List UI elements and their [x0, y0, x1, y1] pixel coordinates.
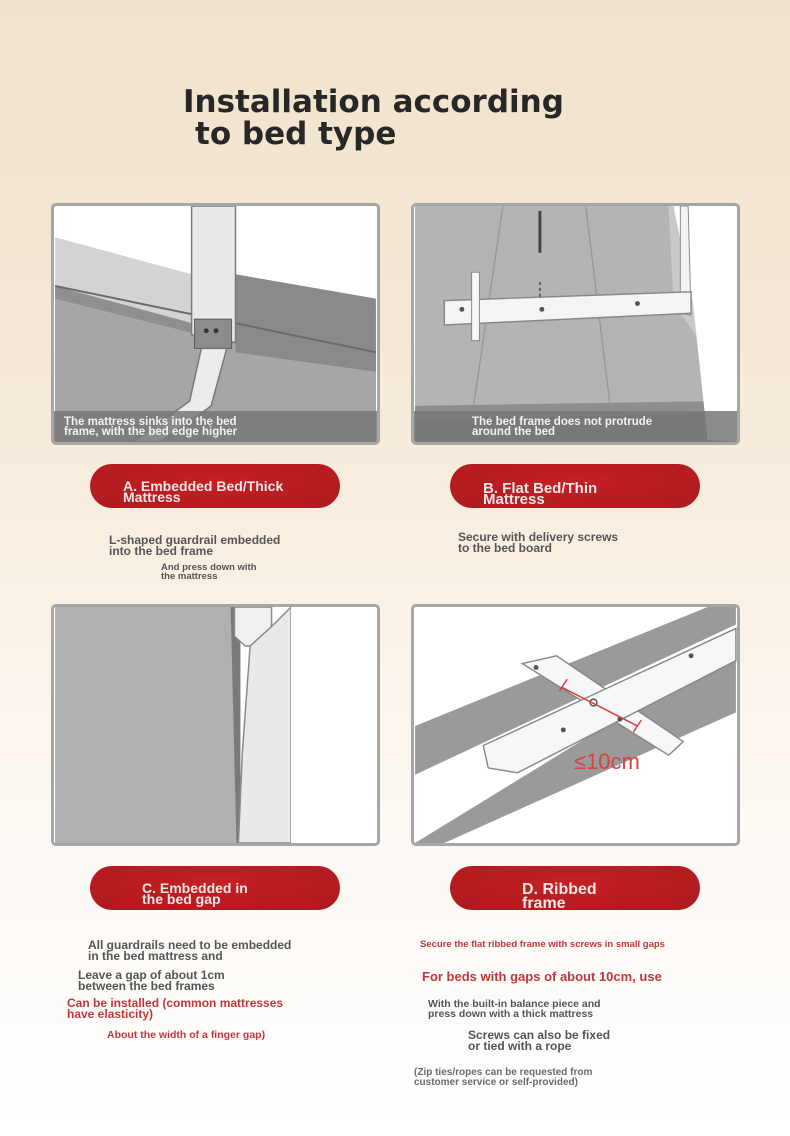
section-b-label: B. Flat Bed/Thin Mattress — [450, 464, 700, 508]
gap-measurement-label: ≤10cm — [574, 749, 640, 774]
section-d-line-1: Secure the flat ribbed frame with screws in small gaps — [420, 939, 665, 950]
illustration-bed-gap — [51, 604, 380, 846]
section-d-line-3: With the built-in balance piece and press down with a thick mattress — [428, 998, 601, 1020]
bed-gap-drawing — [54, 607, 377, 843]
section-c-line-1: All guardrails need to be embedded in the bed mattress and — [88, 938, 292, 963]
title-line-1: Installation according — [183, 84, 564, 120]
section-b-line-1: Secure with delivery screws to the bed board — [458, 530, 619, 555]
section-a-line-1: L-shaped guardrail embedded into the bed frame — [109, 533, 281, 558]
title-line-2: to bed type — [195, 116, 397, 152]
embedded-bed-drawing — [54, 206, 377, 442]
section-d-line-5: (Zip ties/ropes can be requested from customer service or self-provided) — [414, 1067, 593, 1088]
section-d-line-4: Screws can also be fixed or tied with a rope — [468, 1028, 611, 1053]
page-title — [183, 86, 564, 150]
section-c-label: C. Embedded in the bed gap — [90, 866, 340, 910]
flat-bed-drawing — [414, 206, 737, 442]
section-a-label: A. Embedded Bed/Thick Mattress — [90, 464, 340, 508]
ribbed-frame-drawing — [414, 607, 737, 843]
panel-b-caption: The bed frame does not protrude around the bed — [414, 411, 737, 442]
panel-a-caption: The mattress sinks into the bed frame, with the bed edge higher — [54, 411, 377, 442]
section-d-label: D. Ribbed frame — [450, 866, 700, 910]
section-c-line-4: About the width of a finger gap) — [107, 1029, 266, 1041]
section-c-line-2: Leave a gap of about 1cm between the bed frames — [78, 968, 225, 993]
illustration-flat-bed — [411, 203, 740, 445]
section-a-line-2: And press down with the mattress — [161, 562, 257, 582]
section-c-line-3: Can be installed (common mattresses have elasticity) — [67, 996, 284, 1021]
illustration-embedded-bed — [51, 203, 380, 445]
illustration-ribbed-frame — [411, 604, 740, 846]
section-d-line-2: For beds with gaps of about 10cm, use — [422, 969, 662, 984]
